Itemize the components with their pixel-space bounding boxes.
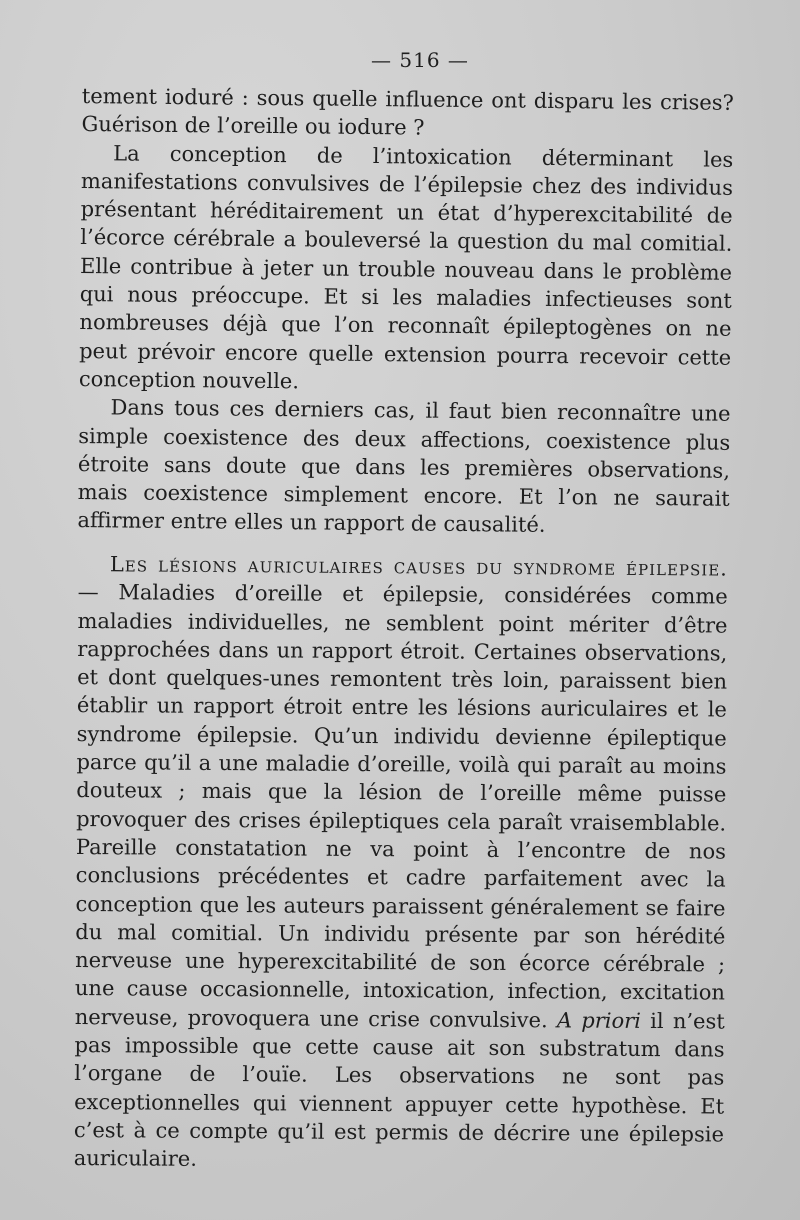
text-block-section (74, 550, 728, 1177)
italic-a-priori: A priori (556, 1008, 642, 1033)
paragraph-intoxication: La conception de l’intoxication déterminant les manifestations convulsives de l’épilepsie chez des individus présentant héréditairement un état d’hyperexcitabilité de l’écorce cérébrale a bouleversé la question du mal comitial. Elle contribue à jeter un trouble nouveau dans le problème qui nous préoccupe. Et si les maladies infectieuses sont nombreuses déjà que l’on reconnaît épileptogènes on ne peut prévoir encore quelle extension pourra recevoir cette conception nouvelle. (78, 140, 734, 394)
paragraph-coexistence: Dans tous ces derniers cas, il faut bien reconnaître une simple coexistence des deux affections, coexistence plus étroite sans doute que dans les premières observations, mais coexistence simplement encore. Et l’on ne saurait affirmer entre elles un rapport de causalité. (77, 395, 731, 538)
text-block-top (77, 82, 734, 542)
paragraph-auricular-lesions (74, 550, 728, 1177)
paragraph-continuation: tement ioduré : sous quelle influence ont disparu les crises? Guérison de l’oreille ou iodure ? (81, 83, 734, 140)
section-text-part-1: — Maladies d’oreille et épilepsie, considérées comme maladies individuelles, ne semblent point mériter d’être rapprochées dans un rapport étroit. Certaines observations, et dont quelques-unes remontent très loin, paraissent bien établir un rapport étroit entre les lésions auriculaires et le syndrome épilepsie. Qu’un individu devienne épileptique parce qu’il a une maladie d’oreille, voilà qui paraît au moins douteux ; mais que la lésion de l’oreille même puisse provoquer des crises épileptiques cela paraît vraisemblable. Pareille constatation ne va point à l’encontre de nos conclusions précédentes et cadre parfaitement avec la conception que les auteurs paraissent généralement se faire du mal comitial. Un individu présente par son hérédité nerveuse une hyperexcitabilité de son écorce cérébrale ; une cause occasionnelle, intoxication, infection, excitation nerveuse, provoquera une crise convulsive. (74, 580, 728, 1033)
page-number: — 516 — (371, 48, 469, 72)
section-heading: Les lésions auriculaires causes du syndrome épilepsie. (109, 552, 728, 581)
section-text-part-2: il n’est pas impossible que cette cause ait son substratum dans l’organe de l’ouïe. Les observations ne sont pas exceptionnelles qui viennent appuyer cette hypothèse. Et c’est à ce compte qu’il est permis de décrire une épilepsie auriculaire. (73, 1008, 725, 1172)
